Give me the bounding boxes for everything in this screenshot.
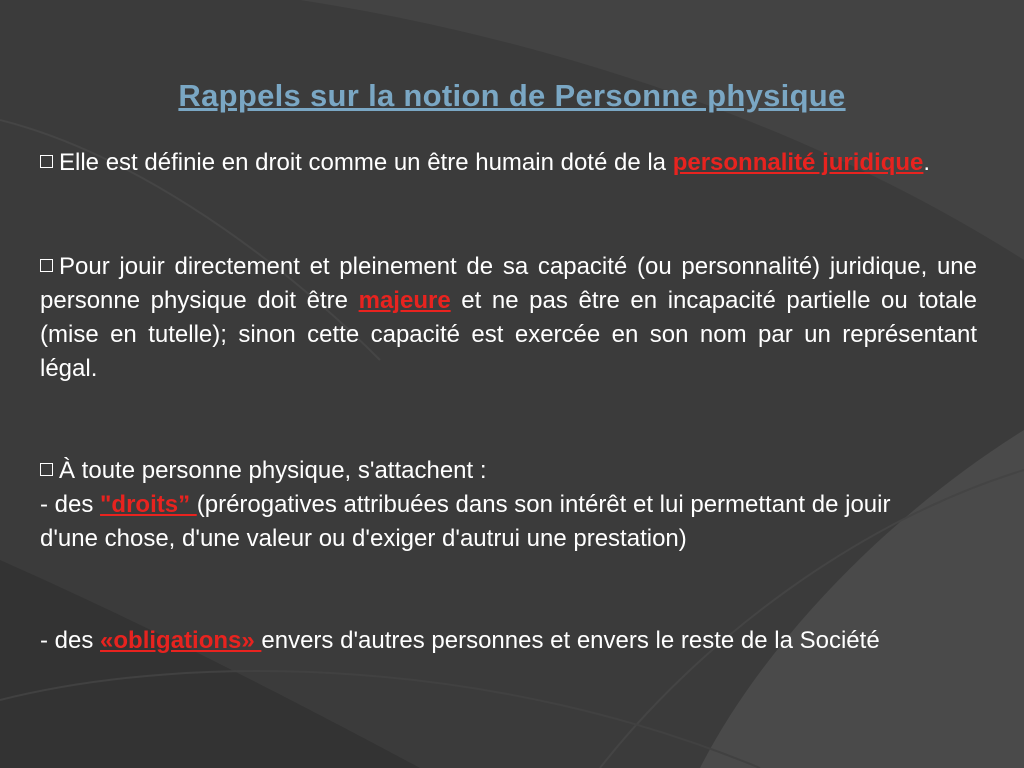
slide-title: Rappels sur la notion de Personne physique bbox=[178, 78, 846, 113]
definition-period: . bbox=[923, 149, 931, 176]
highlight-droits: "droits” bbox=[100, 491, 197, 518]
highlight-personnalite-juridique: personnalité juridique bbox=[672, 149, 924, 176]
attachent-intro: À toute personne physique, s'attachent : bbox=[59, 457, 487, 484]
paragraph-droits bbox=[40, 454, 977, 556]
droits-text: (prérogatives attribuées dans son intérêt et lui permettant de jouir d'une chose, d'une valeur ou d'exiger d'autrui une prestation) bbox=[40, 491, 891, 552]
checkbox-bullet-icon bbox=[40, 463, 53, 476]
capacite-text-before: Pour jouir directement et pleinement de sa capacité (ou personnalité) juridique, une personne physique doit être bbox=[40, 253, 977, 314]
droits-prefix: - des bbox=[40, 491, 94, 518]
capacite-text-after: et ne pas être en incapacité partielle ou totale (mise en tutelle); sinon cette capacité est exercée en son nom par un représentant légal. bbox=[40, 287, 978, 382]
obligations-text: envers d'autres personnes et envers le reste de la Société bbox=[261, 627, 880, 654]
droits-block bbox=[40, 488, 930, 556]
paragraph-definition bbox=[40, 146, 977, 180]
paragraph-obligations bbox=[40, 624, 977, 658]
highlight-majeure: majeure bbox=[358, 287, 451, 314]
obligations-prefix: - des bbox=[40, 627, 94, 654]
attachent-line bbox=[40, 454, 977, 488]
checkbox-bullet-icon bbox=[40, 155, 53, 168]
checkbox-bullet-icon bbox=[40, 259, 53, 272]
definition-text: Elle est définie en droit comme un être humain doté de la bbox=[59, 149, 667, 176]
highlight-obligations: «obligations» bbox=[100, 627, 262, 654]
paragraph-capacite bbox=[40, 250, 977, 386]
